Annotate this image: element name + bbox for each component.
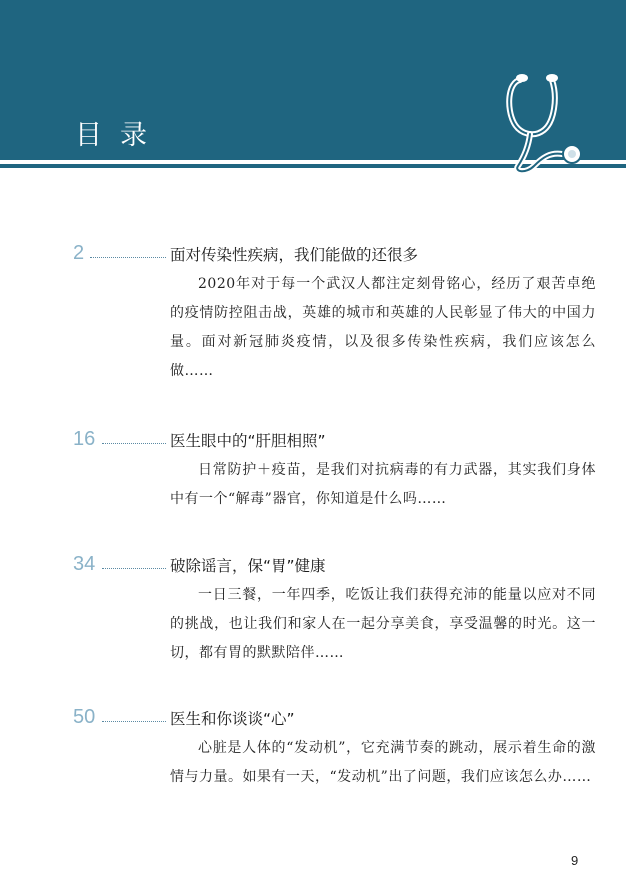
toc-title[interactable]: 破除谣言，保“胃”健康 [170, 557, 326, 575]
dotted-leader [102, 568, 166, 569]
toc-page-number: 50 [73, 706, 96, 728]
dotted-leader [102, 443, 166, 444]
toc-page-number: 2 [73, 242, 85, 264]
toc-title[interactable]: 面对传染性疾病，我们能做的还很多 [170, 246, 419, 264]
toc-title[interactable]: 医生和你谈谈“心” [170, 710, 295, 728]
toc-summary: 一日三餐，一年四季，吃饭让我们获得充沛的能量以应对不同的挑战，也让我们和家人在一起分享美食，享受温馨的时光。这一切，都有胃的默默陪伴…… [170, 587, 596, 661]
stethoscope-icon [500, 68, 590, 178]
toc-page-number: 16 [73, 428, 96, 450]
toc-summary: 日常防护＋疫苗，是我们对抗病毒的有力武器，其实我们身体中有一个“解毒”器官，你知道是什么吗…… [170, 462, 596, 507]
dotted-leader [90, 257, 166, 258]
page-title: 目录 [75, 120, 165, 151]
toc-summary: 2020年对于每一个武汉人都注定刻骨铭心，经历了艰苦卓绝的疫情防控阻击战，英雄的城市和英雄的人民彰显了伟大的中国力量。面对新冠肺炎疫情，以及很多传染性疾病，我们应该怎么做…… [170, 276, 596, 379]
toc-page-number: 34 [73, 553, 96, 575]
toc-summary: 心脏是人体的“发动机”，它充满节奏的跳动，展示着生命的激情与力量。如果有一天，“发动机”出了问题，我们应该怎么办…… [170, 740, 596, 785]
toc-title[interactable]: 医生眼中的“肝胆相照” [170, 432, 326, 450]
page-number: 9 [571, 853, 579, 868]
dotted-leader [102, 721, 166, 722]
